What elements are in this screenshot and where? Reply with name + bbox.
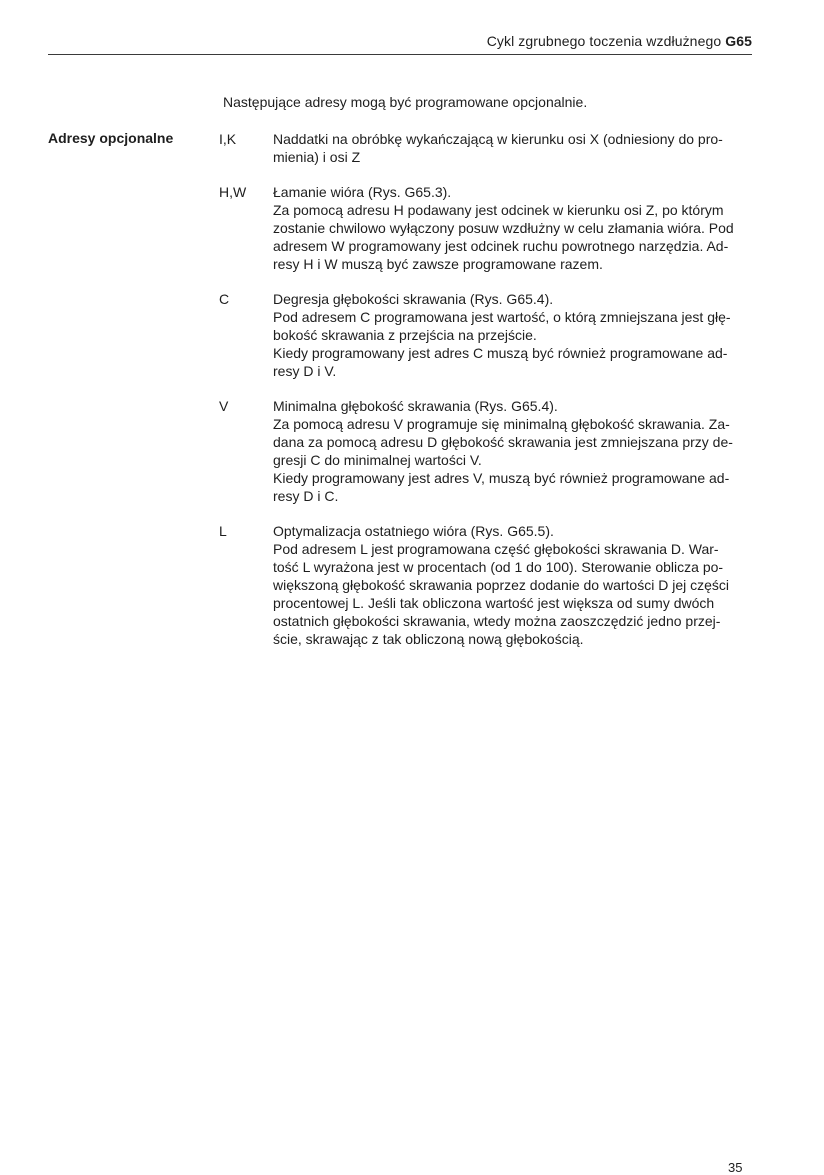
address-description	[273, 397, 751, 505]
address-list	[219, 130, 759, 665]
description-line: resy H i W muszą być zawsze programowane razem.	[273, 256, 603, 272]
address-entry-c	[219, 290, 759, 380]
description-line: Optymalizacja ostatniego wióra (Rys. G65.5).	[273, 523, 554, 539]
description-line: Naddatki na obróbkę wykańczającą w kierunku osi X (odniesiony do pro-	[273, 131, 723, 147]
address-entry-hw	[219, 183, 759, 273]
description-line: Za pomocą adresu V programuje się minimalną głębokość skrawania. Za-	[273, 416, 730, 432]
address-description	[273, 522, 751, 648]
description-line: Degresja głębokości skrawania (Rys. G65.4).	[273, 291, 554, 307]
description-line: procentowej L. Jeśli tak obliczona wartość jest większa od sumy dwóch	[273, 595, 715, 611]
description-line: adresem W programowany jest odcinek ruchu powrotnego narzędzia. Ad-	[273, 238, 729, 254]
description-line: Za pomocą adresu H podawany jest odcinek w kierunku osi Z, po którym	[273, 202, 724, 218]
description-line: ście, skrawając z tak obliczoną nową głębokością.	[273, 631, 584, 647]
description-line: zostanie chwilowo wyłączony posuw wzdłużny w celu złamania wióra. Pod	[273, 220, 734, 236]
description-line: resy D i C.	[273, 488, 339, 504]
address-entry-l	[219, 522, 759, 648]
section-label: Adresy opcjonalne	[48, 130, 174, 146]
description-line: większoną głębokość skrawania poprzez dodanie do wartości D jej części	[273, 577, 730, 593]
description-line: resy D i V.	[273, 363, 337, 379]
description-line: bokość skrawania z przejścia na przejście.	[273, 327, 537, 343]
address-entry-v	[219, 397, 759, 505]
header-title: Cykl zgrubnego toczenia wzdłużnego	[486, 33, 722, 49]
address-code: L	[219, 523, 227, 539]
description-line: Kiedy programowany jest adres V, muszą być również programowane ad-	[273, 470, 730, 486]
header-rule	[48, 54, 752, 55]
address-description	[273, 130, 751, 166]
description-line: Łamanie wióra (Rys. G65.3).	[273, 184, 452, 200]
address-code: I,K	[219, 131, 237, 147]
description-line: Pod adresem C programowana jest wartość, o którą zmniejszana jest głę-	[273, 309, 731, 325]
description-line: gresji C do minimalnej wartości V.	[273, 452, 482, 468]
address-description	[273, 183, 751, 273]
page-number: 35	[728, 1160, 743, 1175]
description-line: Minimalna głębokość skrawania (Rys. G65.4).	[273, 398, 558, 414]
description-line: Pod adresem L jest programowana część głębokości skrawania D. War-	[273, 541, 719, 557]
address-description	[273, 290, 751, 380]
address-entry-ik	[219, 130, 759, 166]
description-line: Kiedy programowany jest adres C muszą być również programowane ad-	[273, 345, 728, 361]
address-code: C	[219, 291, 230, 307]
header-code: G65	[725, 33, 752, 49]
intro-text: Następujące adresy mogą być programowane opcjonalnie.	[223, 94, 588, 110]
page-header	[487, 33, 752, 49]
description-line: dana za pomocą adresu D głębokość skrawania jest zmniejszana przy de-	[273, 434, 733, 450]
description-line: mienia) i osi Z	[273, 149, 361, 165]
address-code: H,W	[219, 184, 247, 200]
description-line: tość L wyrażona jest w procentach (od 1 do 100). Sterowanie oblicza po-	[273, 559, 724, 575]
description-line: ostatnich głębokości skrawania, wtedy można zaoszczędzić jedno przej-	[273, 613, 721, 629]
address-code: V	[219, 398, 229, 414]
